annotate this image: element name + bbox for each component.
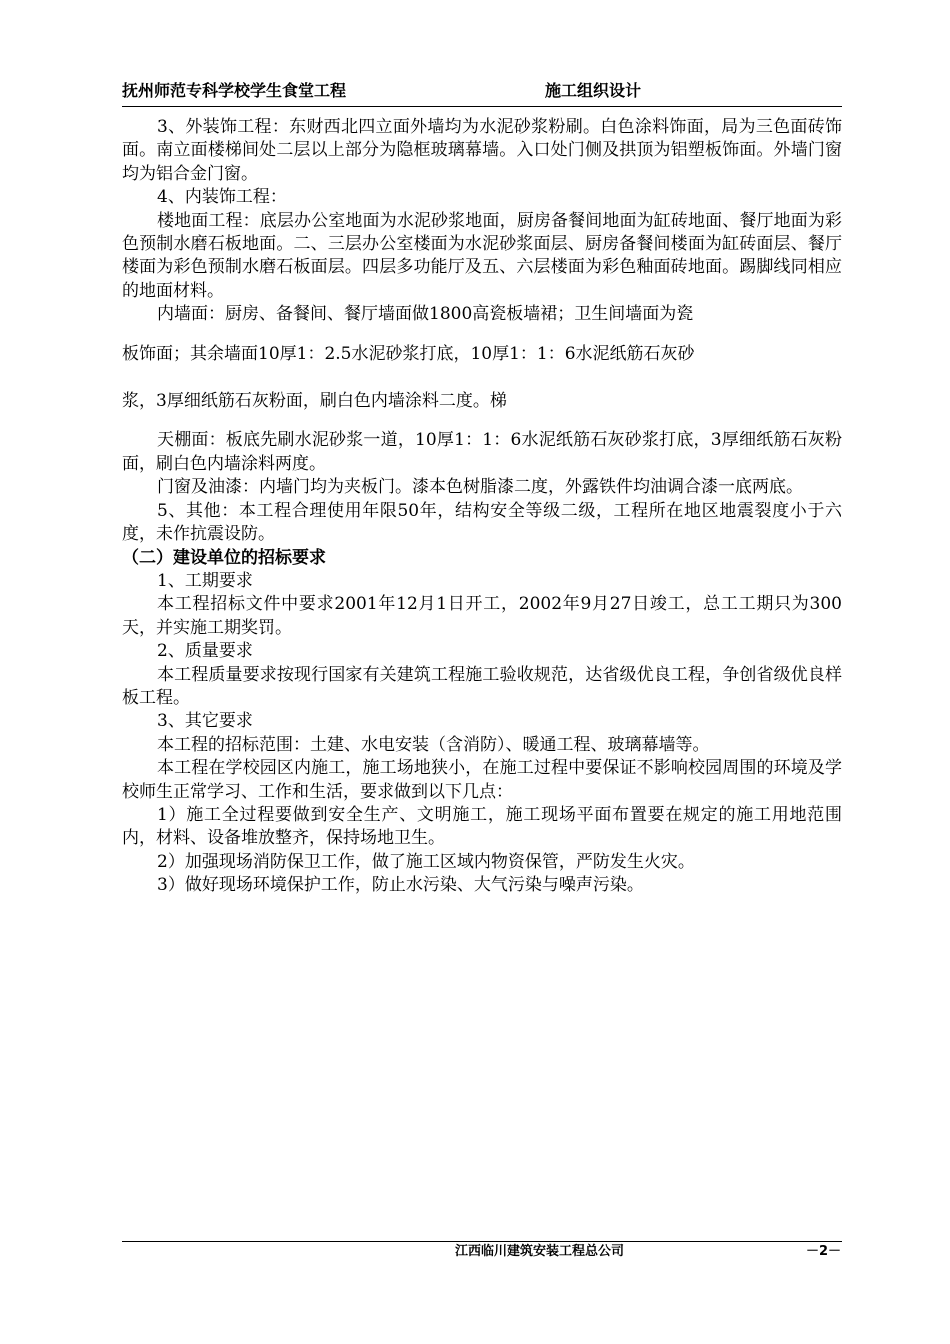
paragraph-interior-decoration-heading: 4、内装饰工程： (157, 187, 287, 208)
paragraph-schedule: 本工程招标文件中要求2001年12月1日开工，2002年9月27日竣工，总工工期只为300天，并实施工期奖罚。 (122, 594, 842, 638)
paragraph-interior-walls-line1: 内墙面：厨房、备餐间、餐厅墙面做1800高瓷板墙裙；卫生间墙面为瓷 (157, 304, 694, 325)
paragraph-quality: 本工程质量要求按现行国家有关建筑工程施工验收规范，达省级优良工程，争创省级优良样板工程。 (122, 664, 842, 708)
list-item-environment: 3）做好现场环境保护工作，防止水污染、大气污染与噪声污染。 (157, 875, 644, 896)
list-item-fire-security: 2）加强现场消防保卫工作，做了施工区域内物资保管，严防发生火灾。 (157, 851, 695, 872)
header-project-title: 抚州师范专科学校学生食堂工程 (122, 81, 347, 100)
paragraph-quality-heading: 2、质量要求 (157, 641, 253, 662)
paragraph-exterior-decoration: 3、外装饰工程：东财西北四立面外墙均为水泥砂浆粉刷。白色涂料饰面，局为三色面砖饰面。南立面楼梯间处二层以上部分为隐框玻璃幕墙。入口处门侧及拱顶为铝塑板饰面。外墙门窗均为铝合金门窗。 (122, 117, 842, 184)
paragraph-interior-walls-line2: 板饰面；其余墙面10厚1：2.5水泥砂浆打底，10厚1：1：6水泥纸筋石灰砂 (122, 343, 695, 364)
paragraph-site-constraints: 本工程在学校园区内施工，施工场地狭小，在施工过程中要保证不影响校园周围的环境及学校师生正常学习、工作和生活，要求做到以下几点： (122, 758, 842, 802)
footer-rule (122, 1241, 842, 1242)
footer-company-name: 江西临川建筑安装工程总公司 (455, 1244, 625, 1259)
paragraph-other-heading: 3、其它要求 (157, 711, 253, 732)
page-header (122, 80, 842, 107)
section-heading-bidding-requirements: （二）建设单位的招标要求 (122, 547, 326, 568)
list-item-safety: 1）施工全过程要做到安全生产、文明施工，施工现场平面布置要在规定的施工用地范围内，材料、设备堆放整齐，保持场地卫生。 (122, 804, 842, 849)
paragraph-floor-works: 楼地面工程：底层办公室地面为水泥砂浆地面，厨房备餐间地面为缸砖地面、餐厅地面为彩色预制水磨石板地面。二、三层办公室楼面为水泥砂浆面层、厨房备餐间楼面为缸砖面层、餐厅楼面为彩色预制水磨石板面层。四层多功能厅及五、六层楼面为彩色釉面砖地面。踢脚线同相应的地面材料。 (122, 210, 842, 301)
paragraph-other: 5、其他：本工程合理使用年限50年，结构安全等级二级，工程所在地区地震裂度小于六度，未作抗震设防。 (122, 500, 842, 545)
paragraph-ceiling: 天棚面：板底先刷水泥砂浆一道，10厚1：1：6水泥纸筋石灰砂浆打底，3厚细纸筋石灰粉面，刷白色内墙涂料两度。 (122, 430, 842, 474)
paragraph-schedule-heading: 1、工期要求 (157, 570, 253, 591)
paragraph-doors-paint: 门窗及油漆：内墙门均为夹板门。漆本色树脂漆二度，外露铁件均油调合漆一底两底。 (157, 477, 803, 498)
document-body (122, 116, 842, 898)
paragraph-interior-walls-line3: 浆，3厚细纸筋石灰粉面，刷白色内墙涂料二度。梯 (122, 391, 507, 412)
paragraph-bid-scope: 本工程的招标范围：土建、水电安装（含消防）、暖通工程、玻璃幕墙等。 (157, 734, 710, 755)
footer-page-number: －2－ (806, 1244, 842, 1259)
header-document-type: 施工组织设计 (545, 81, 642, 100)
